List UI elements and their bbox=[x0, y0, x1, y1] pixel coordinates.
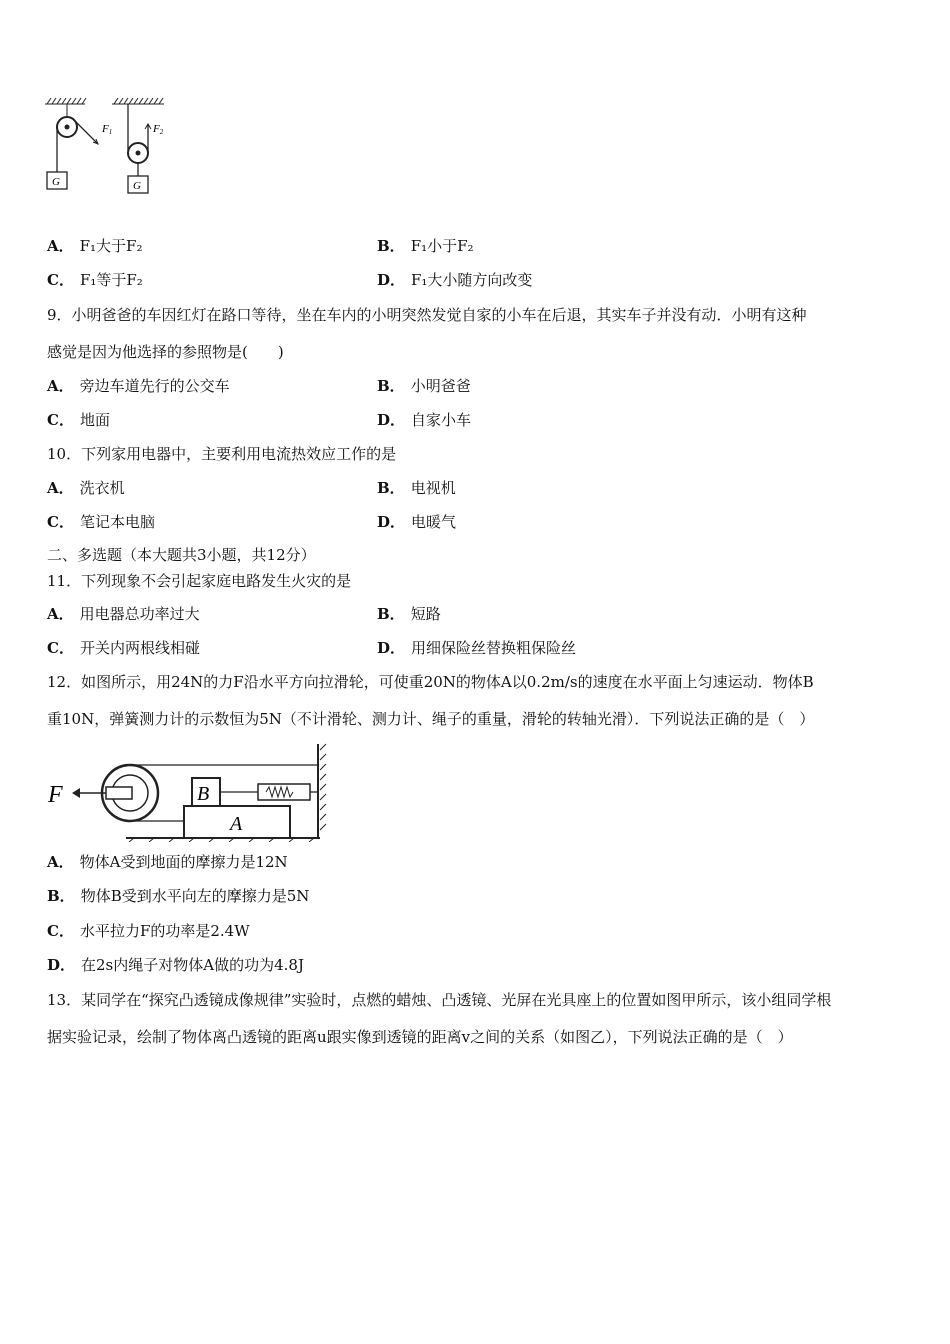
q8-option-c: C． F₁等于F₂ bbox=[47, 271, 143, 289]
section-heading: 二、多选题（本大题共3小题，共12分） bbox=[47, 546, 316, 564]
q11-stem: 11．下列现象不会引起家庭电路发生火灾的是 bbox=[47, 572, 352, 590]
pulley-block-figure bbox=[44, 742, 334, 842]
q9-stem-line2: 感觉是因为他选择的参照物是( ) bbox=[47, 343, 284, 361]
q11-option-b: B． 短路 bbox=[377, 605, 441, 623]
q10-option-a: A． 洗衣机 bbox=[47, 479, 125, 497]
q11-option-a: A． 用电器总功率过大 bbox=[47, 605, 200, 623]
q12-option-a: A． 物体A受到地面的摩擦力是12N bbox=[47, 853, 288, 871]
q8-option-b: B． F₁小于F₂ bbox=[377, 237, 474, 255]
q8-option-a: A． F₁大于F₂ bbox=[47, 237, 143, 255]
force-f-label: F bbox=[48, 782, 63, 808]
f2-label: F2 bbox=[153, 123, 164, 136]
svg-text:G: G bbox=[52, 176, 60, 188]
q12-option-d: D． 在2s内绳子对物体A做的功为4.8J bbox=[47, 956, 304, 974]
q9-stem-line1: 9．小明爸爸的车因红灯在路口等待，坐在车内的小明突然发觉自家的小车在后退，其实车子并没有动．小明有这种 bbox=[47, 306, 807, 324]
q12-stem-line2: 重10N，弹簧测力计的示数恒为5N（不计滑轮、测力计、绳子的重量，滑轮的转轴光滑）．下列说法正确的是（ ） bbox=[47, 710, 815, 728]
ceiling-left bbox=[45, 98, 86, 104]
q11-option-c: C． 开关内两根线相碰 bbox=[47, 639, 200, 657]
q12-option-b: B． 物体B受到水平向左的摩擦力是5N bbox=[47, 887, 310, 905]
q11-option-d: D． 用细保险丝替换粗保险丝 bbox=[377, 639, 577, 657]
q9-option-a: A． 旁边车道先行的公交车 bbox=[47, 377, 230, 395]
svg-text:A: A bbox=[230, 813, 243, 835]
svg-text:B: B bbox=[197, 783, 210, 805]
q8-option-d: D． F₁大小随方向改变 bbox=[377, 271, 533, 289]
pulley-figure bbox=[40, 96, 180, 202]
q12-option-c: C． 水平拉力F的功率是2.4W bbox=[47, 922, 250, 940]
q9-option-b: B． 小明爸爸 bbox=[377, 377, 471, 395]
q13-stem-line1: 13．某同学在“探究凸透镜成像规律”实验时，点燃的蜡烛、凸透镜、光屏在光具座上的位置如图甲所示，该小组同学根 bbox=[47, 991, 832, 1009]
q10-stem: 10．下列家用电器中，主要利用电流热效应工作的是 bbox=[47, 445, 397, 463]
q10-option-d: D． 电暖气 bbox=[377, 513, 457, 531]
q9-option-c: C． 地面 bbox=[47, 411, 110, 429]
q13-stem-line2: 据实验记录，绘制了物体离凸透镜的距离u跟实像到透镜的距离v之间的关系（如图乙），下列说法正确的是（ ） bbox=[47, 1028, 793, 1046]
q10-option-b: B． 电视机 bbox=[377, 479, 456, 497]
svg-text:G: G bbox=[133, 180, 141, 192]
f1-label: F1 bbox=[102, 123, 113, 136]
q9-option-d: D． 自家小车 bbox=[377, 411, 472, 429]
q10-option-c: C． 笔记本电脑 bbox=[47, 513, 155, 531]
q12-stem-line1: 12．如图所示，用24N的力F沿水平方向拉滑轮，可使重20N的物体A以0.2m/s的速度在水平面上匀速运动．物体B bbox=[47, 673, 814, 691]
ceiling-right bbox=[112, 98, 164, 104]
